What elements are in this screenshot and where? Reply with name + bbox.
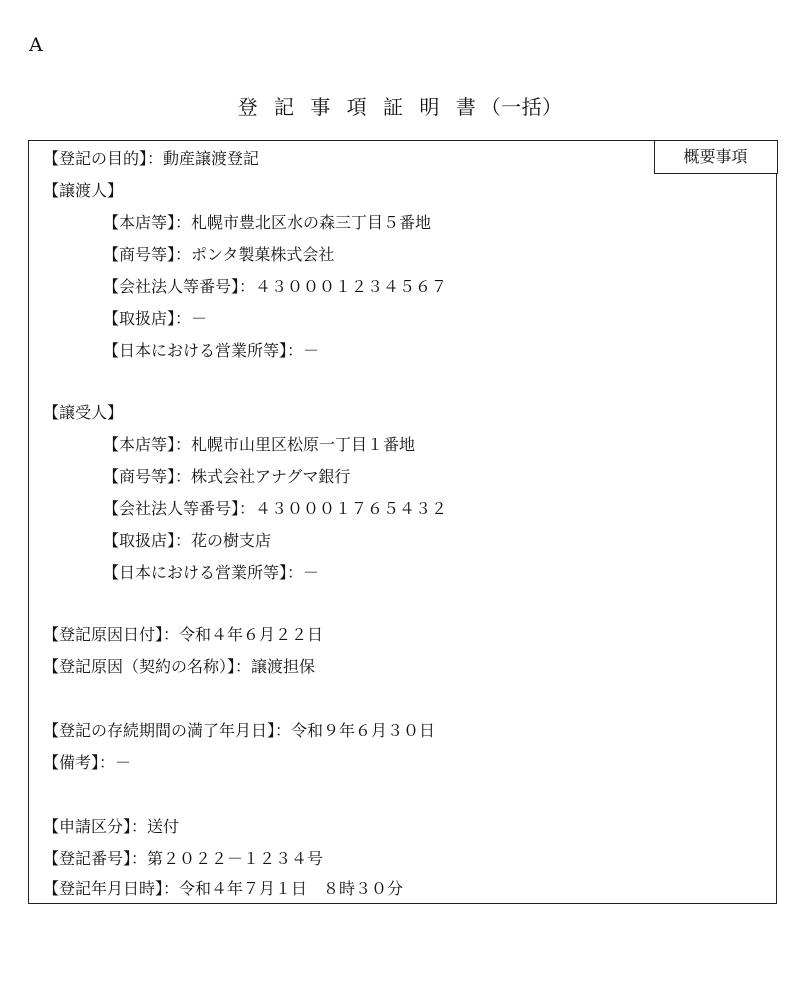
transferee-corporate-number: 【会社法人等番号】：４３０００１７６５４３２	[103, 499, 448, 518]
registration-number: 【登記番号】：第２０２２－１２３４号	[43, 849, 324, 868]
transferor-trade-name: 【商号等】：ポンタ製菓株式会社	[103, 245, 335, 264]
transferee-japan-office: 【日本における営業所等】：－	[103, 563, 320, 582]
transferor-heading: 【譲渡人】	[43, 181, 124, 200]
transferee-heading: 【譲受人】	[43, 403, 124, 422]
certificate-frame	[28, 140, 777, 904]
registration-cause: 【登記原因（契約の名称）】：譲渡担保	[43, 657, 316, 676]
registration-datetime: 【登記年月日時】：令和４年７月１日 ８時３０分	[43, 879, 404, 898]
transferor-branch: 【取扱店】：－	[103, 309, 208, 328]
corner-mark: A	[29, 34, 43, 56]
registration-purpose: 【登記の目的】：動産譲渡登記	[43, 149, 260, 168]
registration-expiry-date: 【登記の存続期間の満了年月日】：令和９年６月３０日	[43, 721, 436, 740]
registration-cause-date: 【登記原因日付】：令和４年６月２２日	[43, 625, 324, 644]
transferor-head-office: 【本店等】：札幌市豊北区水の森三丁目５番地	[103, 213, 432, 232]
summary-tag: 概要事項	[654, 140, 778, 174]
transferee-head-office: 【本店等】：札幌市山里区松原一丁目１番地	[103, 435, 416, 454]
transferor-corporate-number: 【会社法人等番号】：４３０００１２３４５６７	[103, 277, 448, 296]
transferee-branch: 【取扱店】：花の樹支店	[103, 531, 272, 550]
document-title-suffix: （一括）	[480, 95, 563, 119]
application-type: 【申請区分】：送付	[43, 817, 180, 836]
transferee-trade-name: 【商号等】：株式会社アナグマ銀行	[103, 467, 351, 486]
document-title	[0, 94, 800, 120]
document-title-main: 登 記 事 項 証 明 書	[237, 95, 481, 119]
remarks: 【備考】：－	[43, 753, 132, 772]
transferor-japan-office: 【日本における営業所等】：－	[103, 341, 320, 360]
